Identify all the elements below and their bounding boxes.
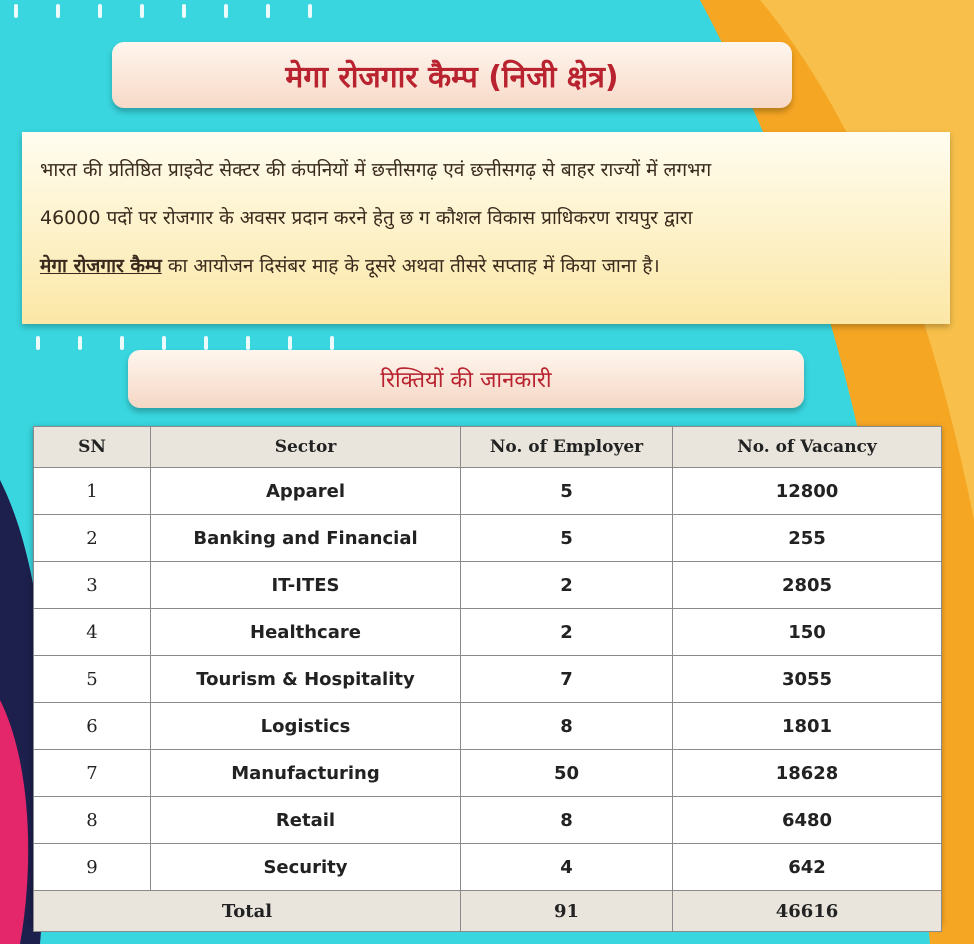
decor-dots-mid xyxy=(36,336,334,350)
intro-line-1: भारत की प्रतिष्ठित प्राइवेट सेक्टर की कंपनियों में छत्तीसगढ़ एवं छत्तीसगढ़ से बाहर राज्यों में लगभग xyxy=(40,159,712,181)
cell-employers: 5 xyxy=(461,468,673,515)
cell-employers: 8 xyxy=(461,797,673,844)
decor-dots-top xyxy=(14,4,312,18)
table-row xyxy=(34,703,942,750)
cell-employers: 2 xyxy=(461,562,673,609)
cell-employers: 5 xyxy=(461,515,673,562)
cell-sector: Retail xyxy=(151,797,461,844)
table-row xyxy=(34,750,942,797)
intro-line-3-rest: का आयोजन दिसंबर माह के दूसरे अथवा तीसरे सप्ताह में किया जाना है। xyxy=(161,255,660,277)
table-row xyxy=(34,562,942,609)
section-subtitle: रिक्तियों की जानकारी xyxy=(128,350,804,408)
table-row xyxy=(34,468,942,515)
cell-sector: Logistics xyxy=(151,703,461,750)
header-sector: Sector xyxy=(151,427,461,468)
cell-sn: 6 xyxy=(34,703,151,750)
cell-sn: 8 xyxy=(34,797,151,844)
cell-vacancy: 642 xyxy=(673,844,942,891)
cell-sn: 4 xyxy=(34,609,151,656)
cell-sn: 2 xyxy=(34,515,151,562)
cell-sector: Apparel xyxy=(151,468,461,515)
total-employers: 91 xyxy=(461,891,673,932)
cell-vacancy: 18628 xyxy=(673,750,942,797)
cell-employers: 7 xyxy=(461,656,673,703)
table-row xyxy=(34,515,942,562)
intro-text-box xyxy=(22,132,950,324)
cell-vacancy: 6480 xyxy=(673,797,942,844)
cell-sector: IT-ITES xyxy=(151,562,461,609)
total-vacancy: 46616 xyxy=(673,891,942,932)
header-employers: No. of Employer xyxy=(461,427,673,468)
table-total-row xyxy=(34,891,942,932)
cell-sn: 1 xyxy=(34,468,151,515)
cell-vacancy: 1801 xyxy=(673,703,942,750)
header-sn: SN xyxy=(34,427,151,468)
table-row xyxy=(34,609,942,656)
cell-employers: 8 xyxy=(461,703,673,750)
cell-sector: Banking and Financial xyxy=(151,515,461,562)
cell-vacancy: 3055 xyxy=(673,656,942,703)
cell-employers: 4 xyxy=(461,844,673,891)
cell-vacancy: 150 xyxy=(673,609,942,656)
vacancy-table xyxy=(33,426,941,924)
total-label: Total xyxy=(34,891,461,932)
cell-sn: 9 xyxy=(34,844,151,891)
intro-line-2: 46000 पदों पर रोजगार के अवसर प्रदान करने हेतु छ ग कौशल विकास प्राधिकरण रायपुर द्वारा xyxy=(40,207,693,229)
intro-line-3 xyxy=(40,242,934,290)
table-row xyxy=(34,797,942,844)
intro-highlight: मेगा रोजगार कैम्प xyxy=(40,255,162,277)
cell-sector: Healthcare xyxy=(151,609,461,656)
cell-employers: 2 xyxy=(461,609,673,656)
cell-vacancy: 255 xyxy=(673,515,942,562)
table-header-row xyxy=(34,427,942,468)
table-row xyxy=(34,844,942,891)
cell-vacancy: 2805 xyxy=(673,562,942,609)
cell-sector: Security xyxy=(151,844,461,891)
cell-employers: 50 xyxy=(461,750,673,797)
cell-sn: 3 xyxy=(34,562,151,609)
cell-sn: 5 xyxy=(34,656,151,703)
page-title: मेगा रोजगार कैम्प (निजी क्षेत्र) xyxy=(112,42,792,108)
table-row xyxy=(34,656,942,703)
header-vacancy: No. of Vacancy xyxy=(673,427,942,468)
cell-sn: 7 xyxy=(34,750,151,797)
cell-sector: Manufacturing xyxy=(151,750,461,797)
cell-sector: Tourism & Hospitality xyxy=(151,656,461,703)
cell-vacancy: 12800 xyxy=(673,468,942,515)
